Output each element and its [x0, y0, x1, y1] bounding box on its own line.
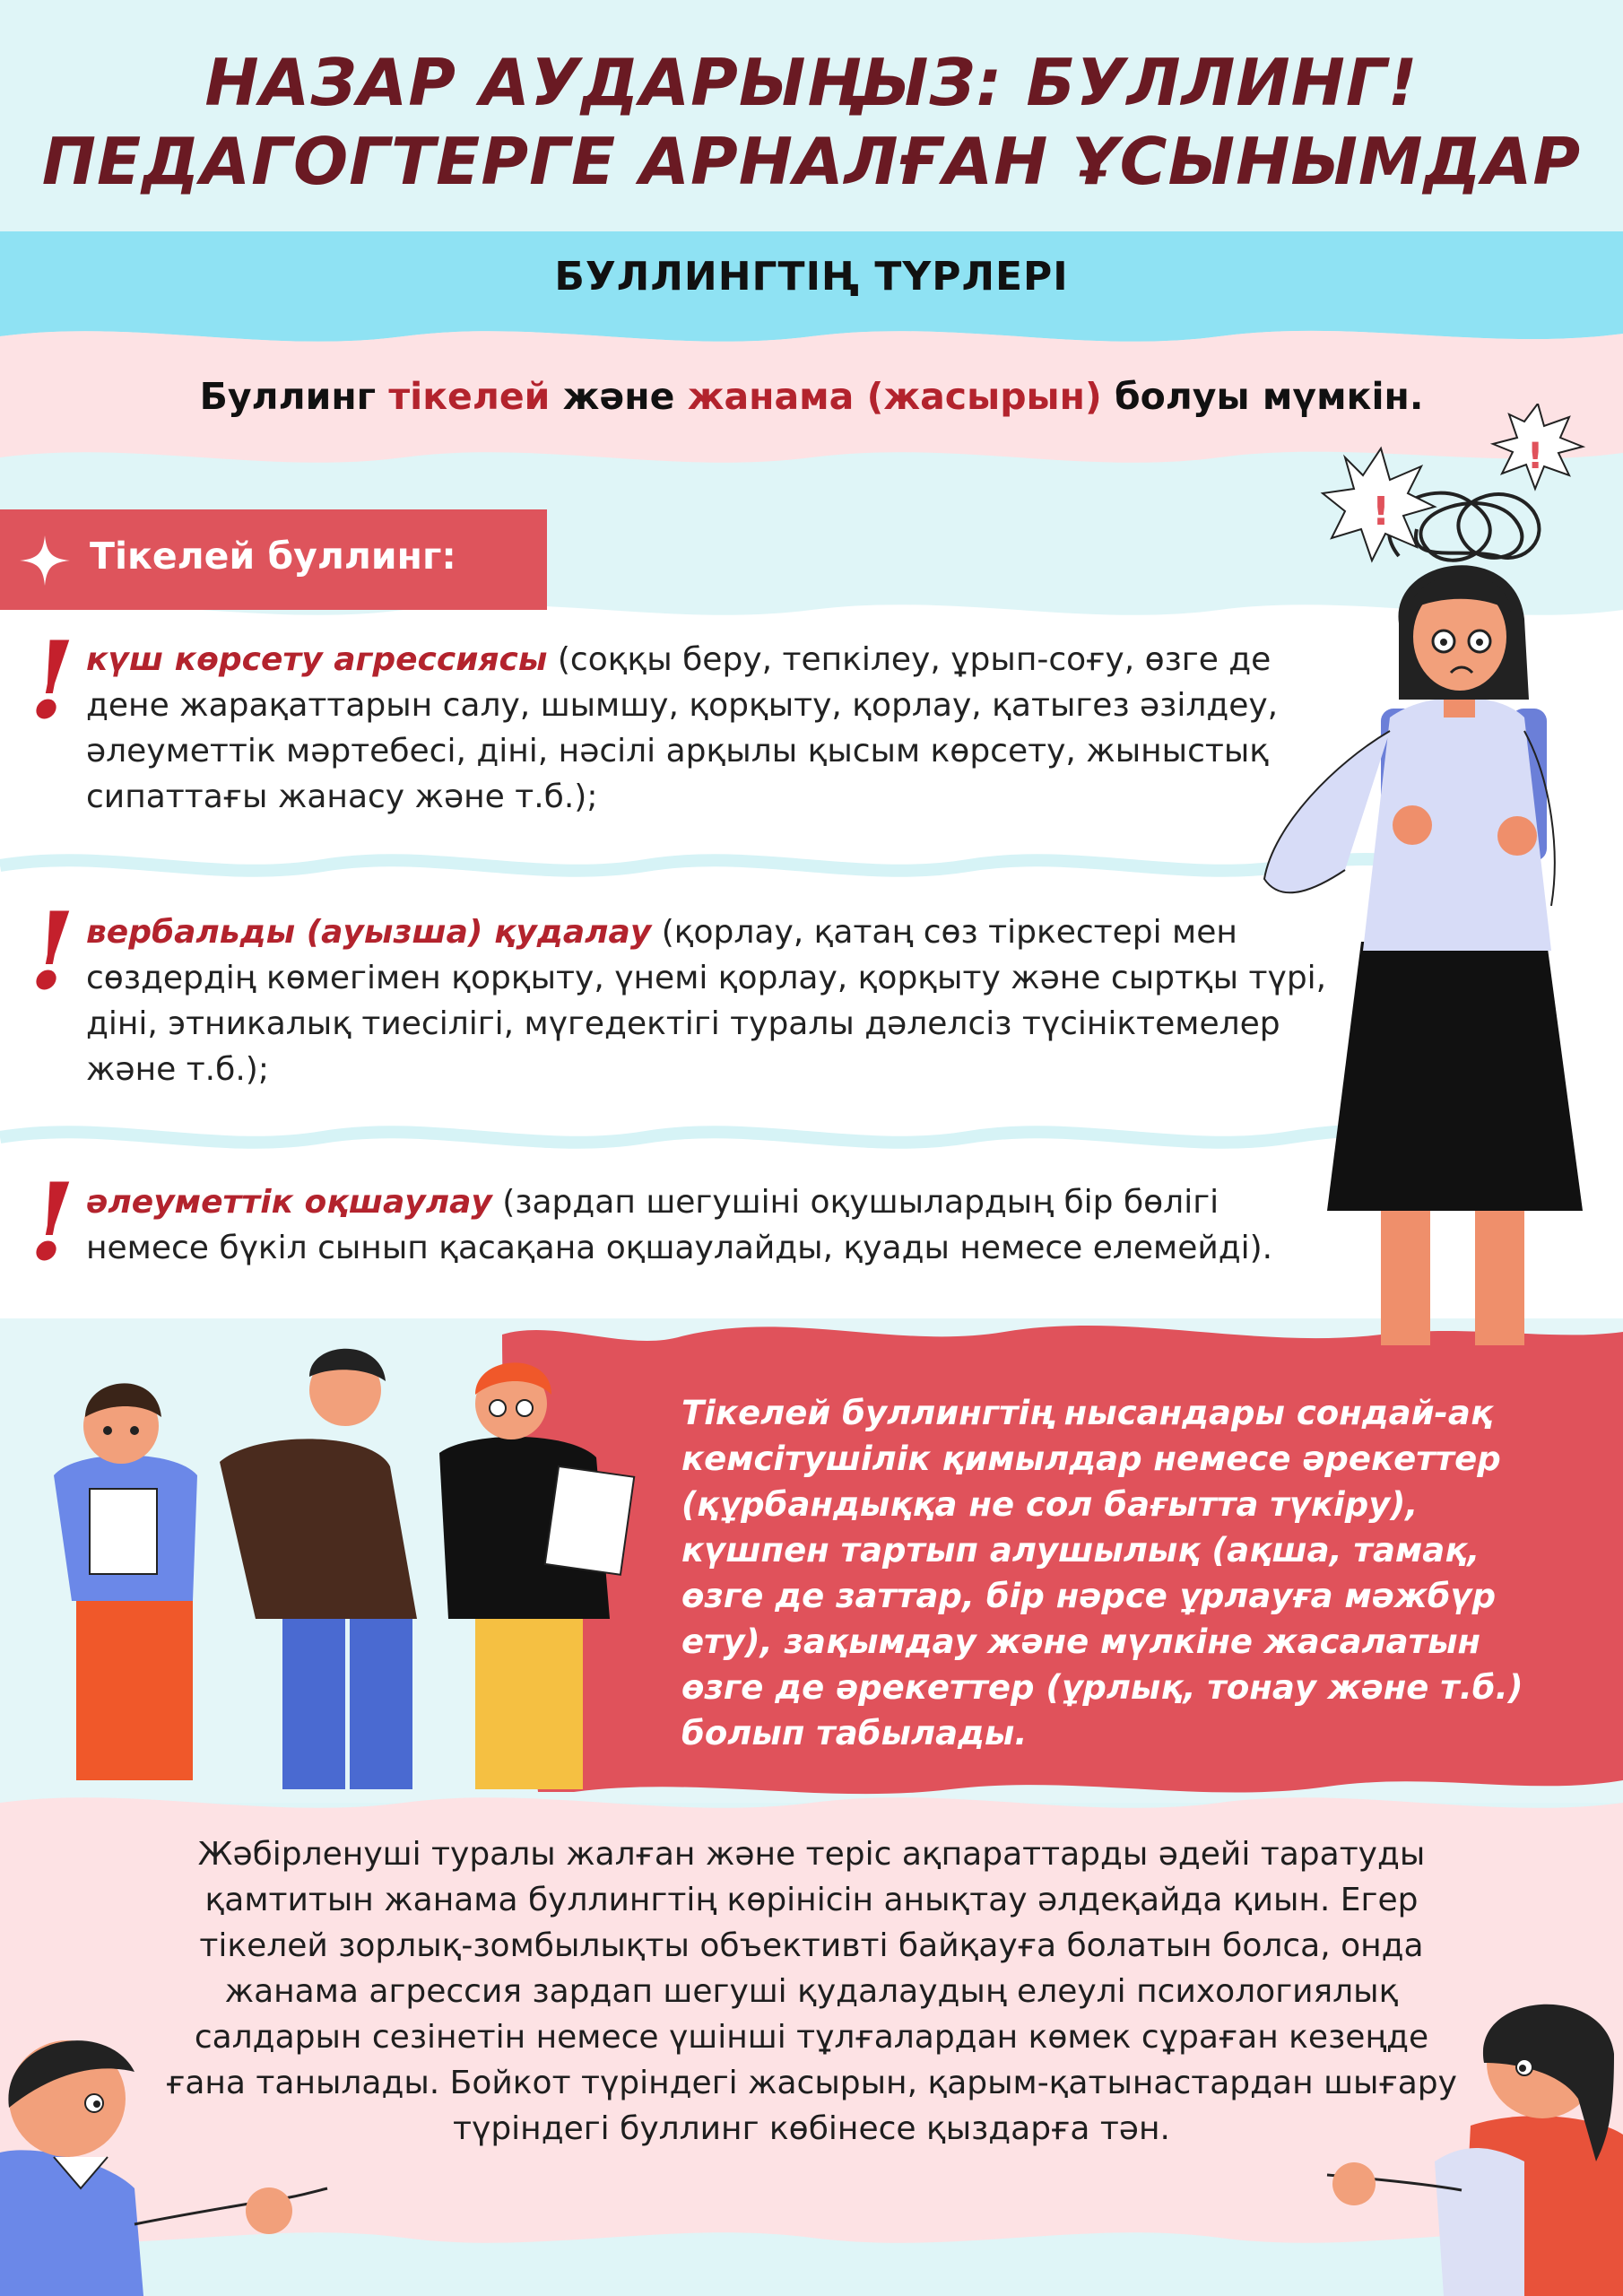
title-line-1: НАЗАР АУДАРЫҢЫЗ: БУЛЛИНГ! [204, 45, 1419, 120]
students-group-illustration [13, 1332, 659, 1798]
exclamation-icon: ! [29, 618, 75, 743]
bullying-type-item [86, 909, 1341, 1092]
item-description: (зардап шегушіні оқушылардың бір бөлігі немесе бүкіл сынып қасақана оқшаулайды, қуады немесе елемейді). [86, 1184, 1273, 1266]
svg-text:!: ! [1372, 489, 1391, 535]
item-term: вербальды (ауызша) қудалау [86, 914, 652, 951]
bullying-type-item [86, 1179, 1341, 1271]
exclamation-icon: ! [29, 1160, 75, 1284]
svg-text:!: ! [1527, 436, 1544, 477]
bullying-type-item [86, 637, 1341, 820]
item-term: күш көрсету агрессиясы [86, 641, 548, 678]
item-description: (қорлау, қатаң сөз тіркестері мен сөздердің көмегімен қорқыту, үнемі қорлау, қорқыту және сыртқы түрі, діні, этникалық тиесілігі, мүгедектігі туралы дәлелсіз түсініктемелер және т.б.); [86, 914, 1327, 1088]
direct-bullying-callout: Тікелей буллингтің нысандары сондай-ақ кемсітушілік қимылдар немесе әрекеттер (құрбандыққа не сол бағытта түкіру), күшпен тартып алушылық (ақша, тамақ, өзге де заттар, бір нәрсе ұрлауға мәжбүр ету), зақымдау және мүлкіне жасалатын өзге де әрекеттер (ұрлық, тонау және т.б.) болып табылады. [681, 1394, 1523, 1752]
intro-highlight-indirect: жанама (жасырын) [687, 375, 1102, 418]
item-description: (соққы беру, тепкілеу, ұрып-соғу, өзге де дене жарақаттарын салу, шымшу, қорқыту, қорлау, қатыгез әзілдеу, әлеуметтік мәртебесі, діні, нәсілі арқылы қысым көрсету, жыныстық сипаттағы жанасу және т.б.); [86, 641, 1279, 815]
title-line-2: ПЕДАГОГТЕРГЕ АРНАЛҒАН ҰСЫНЫМДАР [41, 124, 1582, 199]
section-heading: БУЛЛИНГТІҢ ТҮРЛЕРІ [554, 254, 1069, 300]
intro-highlight-direct: тікелей [388, 375, 551, 418]
intro-part-3: болуы мүмкін. [1101, 375, 1424, 418]
four-point-star-icon [20, 535, 70, 586]
exclamation-icon: ! [29, 889, 75, 1013]
intro-sentence [0, 375, 1623, 418]
intro-part-2: және [550, 375, 688, 418]
page-title [0, 43, 1623, 201]
intro-part-1: Буллинг [199, 375, 389, 418]
item-term: әлеуметтік оқшаулау [86, 1184, 492, 1221]
direct-bullying-banner: Тікелей буллинг: [90, 535, 456, 578]
indirect-bullying-paragraph: Жәбірленуші туралы жалған және теріс ақпараттарды әдейі таратуды қамтитын жанама буллингтің көрінісін анықтау әлдеқайда қиын. Егер тікелей зорлық-зомбылықты объективті байқауға болатын болса, онда жанама агрессия зардап шегуші қудалаудың елеулі психологиялық салдарын сезінетін немесе үшінші тұлғалардан көмек сұраған кезеңде ғана танылады. Бойкот түріндегі жасырын, қарым-қатынастардан шығару түріндегі буллинг көбінесе қыздарға тән. [166, 1836, 1457, 2147]
